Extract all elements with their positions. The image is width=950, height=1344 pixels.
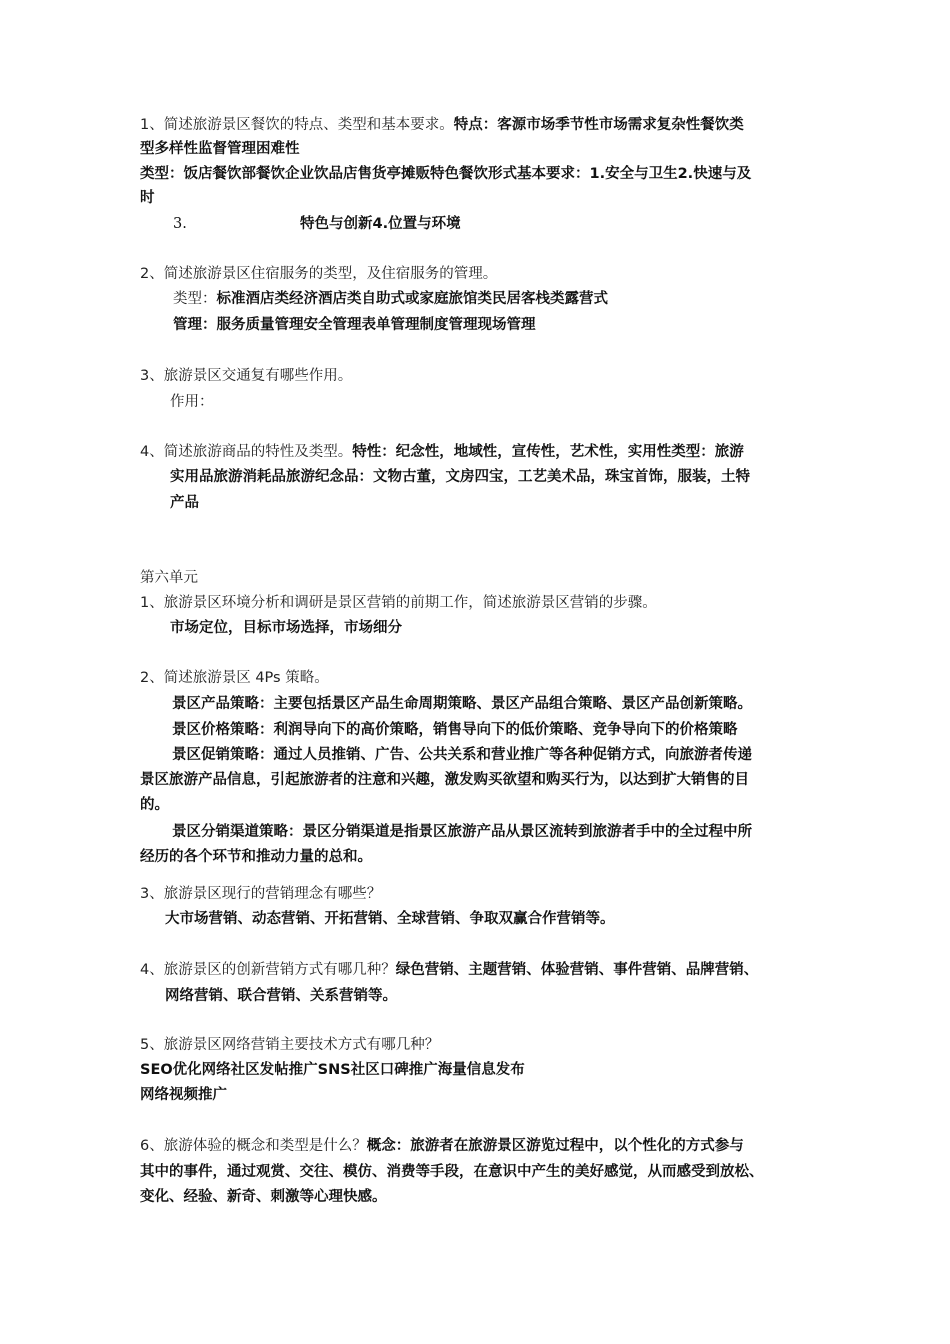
u6-q2-channel-line2: 经历的各个环节和推动力量的总和。 (140, 849, 372, 865)
q1-item3-number: 3. (173, 216, 187, 232)
q2-management: 管理：服务质量管理安全管理表单管理制度管理现场管理 (173, 317, 536, 333)
q2-type-text: 标准酒店类经济酒店类自助式或家庭旅馆类民居客栈类露营式 (216, 291, 608, 307)
q4-question: 4、简述旅游商品的特性及类型。 (140, 444, 353, 460)
q2-types-line (173, 287, 608, 311)
u6-q6-answer-line2: 其中的事件，通过观赏、交往、模仿、消费等手段，在意识中产生的美好感觉，从而感受到放松、 (140, 1164, 764, 1180)
u6-q4-answer-line1: 绿色营销、主题营销、体验营销、事件营销、品牌营销、 (395, 962, 759, 978)
u6-q2-promo-line1: 景区促销策略：通过人员推销、广告、公共关系和营业推广等各种促销方式，向旅游者传递 (172, 747, 752, 763)
u6-q1-answer: 市场定位，目标市场选择，市场细分 (170, 620, 402, 636)
q1-answer-types: 类型：饭店餐饮部餐饮企业饮品店售货亭摊贩特色餐饮形式基本要求：1.安全与卫生2.快速与及 (140, 166, 752, 182)
u6-q3-answer: 大市场营销、动态营销、开拓营销、全球营销、争取双赢合作营销等。 (165, 911, 615, 927)
u6-q2-product: 景区产品策略：主要包括景区产品生命周期策略、景区产品组合策略、景区产品创新策略。 (172, 696, 752, 712)
u6-q6-question: 6、旅游体验的概念和类型是什么？ (140, 1138, 367, 1154)
q4-answer-line2: 实用品旅游消耗品旅游纪念品：文物古董，文房四宝，工艺美术品，珠宝首饰，服装，土特 (170, 469, 750, 485)
q4-line (140, 440, 744, 464)
q1-item3-text: 特色与创新4.位置与环境 (300, 216, 461, 232)
u6-q5-question: 5、旅游景区网络营销主要技术方式有哪几种？ (140, 1037, 440, 1053)
u6-q2-promo-line2: 景区旅游产品信息，引起旅游者的注意和兴趣，激发购买欲望和购买行为，以达到扩大销售的目 (140, 772, 749, 788)
u6-q3-question: 3、旅游景区现行的营销理念有哪些？ (140, 886, 382, 902)
q2-question: 2、简述旅游景区住宿服务的类型，及住宿服务的管理。 (140, 266, 498, 282)
unit6-title: 第六单元 (140, 570, 198, 586)
u6-q4-answer-line2: 网络营销、联合营销、关系营销等。 (165, 988, 397, 1004)
u6-q5-answer-line1: SEO优化网络社区发帖推广SNS社区口碑推广海量信息发布 (140, 1062, 525, 1078)
u6-q2-question: 2、简述旅游景区 4Ps 策略。 (140, 670, 329, 686)
q1-answer-line4: 时 (140, 190, 155, 206)
q1-answer-line2: 型多样性监督管理困难性 (140, 141, 300, 157)
u6-q6-answer-line1: 概念：旅游者在旅游景区游览过程中，以个性化的方式参与 (366, 1138, 744, 1154)
u6-q6-answer-line3: 变化、经验、新奇、刺激等心理快感。 (140, 1189, 387, 1205)
q3-label: 作用： (170, 394, 214, 410)
q1-answer-line5 (173, 212, 187, 236)
u6-q4-line (140, 958, 758, 982)
q4-answer-line3: 产品 (170, 495, 199, 511)
u6-q2-price: 景区价格策略：利润导向下的高价策略，销售导向下的低价策略、竞争导向下的价格策略 (172, 722, 738, 738)
u6-q2-channel-line1: 景区分销渠道策略：景区分销渠道是指景区旅游产品从景区流转到旅游者手中的全过程中所 (172, 824, 752, 840)
q1-line (140, 113, 744, 137)
u6-q4-question: 4、旅游景区的创新营销方式有哪几种？ (140, 962, 396, 978)
q2-type-label: 类型： (173, 291, 217, 307)
q3-question: 3、旅游景区交通复有哪些作用。 (140, 368, 353, 384)
u6-q6-line (140, 1134, 744, 1158)
q1-answer-features: 特点：客源市场季节性市场需求复杂性餐饮类 (453, 117, 744, 133)
q1-question: 1、简述旅游景区餐饮的特点、类型和基本要求。 (140, 117, 454, 133)
q4-answer-line1: 特性：纪念性，地域性，宣传性，艺术性，实用性类型：旅游 (352, 444, 744, 460)
u6-q5-answer-line2: 网络视频推广 (140, 1087, 227, 1103)
u6-q1-question: 1、旅游景区环境分析和调研是景区营销的前期工作，简述旅游景区营销的步骤。 (140, 595, 657, 611)
u6-q2-promo-line3: 的。 (140, 797, 169, 813)
